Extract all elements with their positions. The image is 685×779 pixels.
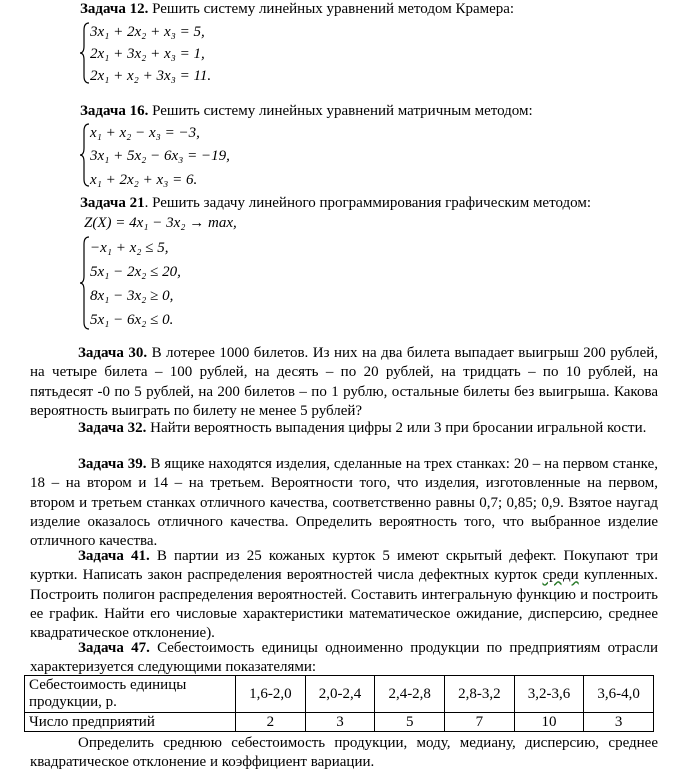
task47-paragraph: [30, 639, 658, 678]
task16-eq-2: 3x₁ + 5x₂ − 6x₃ = −19,: [90, 148, 230, 164]
task16-eq-1: x₁ + x₂ − x₃ = −3,: [90, 125, 200, 141]
task21-text: . Решить задачу линейного программирования графическим методом:: [144, 195, 592, 211]
table-row: [25, 676, 654, 713]
table-cell-interval: 2,0-2,4: [305, 676, 375, 713]
table-cell-count: 2: [236, 713, 306, 732]
task12-text: Решить систему линейных уравнений методом Крамера:: [152, 1, 515, 17]
table-cell-interval: 3,6-4,0: [584, 676, 654, 713]
task21-constraint-4: 5x₁ − 6x₂ ≤ 0.: [90, 312, 174, 328]
task12-eq-1: 3x₁ + 2x₂ + x₃ = 5,: [90, 24, 205, 40]
task47-table: [24, 675, 654, 732]
task39-text: В ящике находятся изделия, сделанные на трех станках: 20 – на первом станке, 18 – на втором и 14 – на третьем. Вероятности того, что изделия, изготовленные на первом, втором и третьем станках отличного качества, соответственно равны 0,7; 0,85; 0,9. Взятое наугад изделие оказалось отличного качества. Определить вероятность того, что выбранное изделие отличного качества.: [30, 456, 658, 550]
table-cell-count: 3: [305, 713, 375, 732]
task12-eq-3: 2x₁ + x₂ + 3x₃ = 11.: [90, 68, 212, 84]
table-cell-count: 10: [514, 713, 584, 732]
task16-title: Задача 16.: [80, 103, 149, 119]
task47-after-text: Определить среднюю себестоимость продукции, моду, медиану, дисперсию, среднее квадратическое отклонение и коэффициент вариации.: [30, 735, 658, 771]
task12-brace: [80, 22, 90, 84]
task21-brace: [80, 236, 90, 330]
task16-brace: [80, 123, 90, 187]
task21-constraint-2: 5x₁ − 2x₂ ≤ 20,: [90, 264, 181, 280]
task39-paragraph: [30, 455, 658, 551]
table-row: [25, 713, 654, 732]
task32-paragraph: [30, 419, 658, 438]
task12-eq-2: 2x₁ + 3x₂ + x₃ = 1,: [90, 46, 205, 62]
task30-paragraph: [30, 344, 658, 421]
task47-after-paragraph: [30, 734, 658, 773]
task16-heading: [80, 102, 533, 120]
table-cell-count: 3: [584, 713, 654, 732]
task12-title: Задача 12.: [80, 1, 149, 17]
table-header-cost: Себестоимость единицы продукции, р.: [25, 676, 236, 713]
task21-constraint-1: −x₁ + x₂ ≤ 5,: [90, 240, 169, 256]
table-cell-interval: 1,6-2,0: [236, 676, 306, 713]
task12-heading: [80, 0, 514, 18]
task39-title: Задача 39.: [78, 456, 147, 472]
task30-text: В лотерее 1000 билетов. Из них на два билета выпадает выигрыш 200 рублей, на четыре билета – 100 рублей, на десять – по 20 рублей, на тридцать – по 10 рублей, на пятьдесят -0 по 5 рублей, на 200 билетов – по 1 рублю, остальные билеты без выигрыша. Какова вероятность выиграть по билету не менее 5 рублей?: [30, 345, 658, 419]
table-cell-count: 5: [375, 713, 445, 732]
task21-objective: Z(X) = 4x₁ − 3x₂ → max,: [84, 215, 237, 231]
task30-title: Задача 30.: [78, 345, 148, 361]
task41-text-b: купленных. Построить полигон распределения вероятностей. Составить интегральную функцию и построить ее график. Найти его числовые характеристики математическое ожидание, дисперсию, среднее квадратическое отклонение).: [30, 567, 658, 642]
task47-text: Себестоимость единицы одноименно продукции по предприятиям отрасли характеризуется следующими показателями:: [30, 640, 658, 676]
table-cell-interval: 2,4-2,8: [375, 676, 445, 713]
task16-eq-3: x₁ + 2x₂ + x₃ = 6.: [90, 172, 198, 188]
task21-title: Задача 21: [80, 195, 145, 211]
task32-title: Задача 32.: [78, 420, 147, 436]
table-cell-interval: 3,2-3,6: [514, 676, 584, 713]
table-cell-count: 7: [445, 713, 515, 732]
task41-text-a: В партии из 25 кожаных курток 5 имеют скрытый дефект. Покупают три куртки. Написать закон распределения вероятностей числа дефектных курток: [30, 548, 658, 584]
task41-text-word: среди: [542, 567, 579, 584]
task21-heading: [80, 194, 591, 212]
task32-text: Найти вероятность выпадения цифры 2 или 3 при бросании игральной кости.: [150, 420, 647, 436]
table-header-count: Число предприятий: [25, 713, 236, 732]
task21-constraint-3: 8x₁ − 3x₂ ≥ 0,: [90, 288, 174, 304]
task16-text: Решить систему линейных уравнений матричным методом:: [152, 103, 533, 119]
task47-title: Задача 47.: [78, 640, 150, 656]
task41-paragraph: [30, 547, 658, 643]
task41-title: Задача 41.: [78, 548, 150, 564]
table-cell-interval: 2,8-3,2: [445, 676, 515, 713]
